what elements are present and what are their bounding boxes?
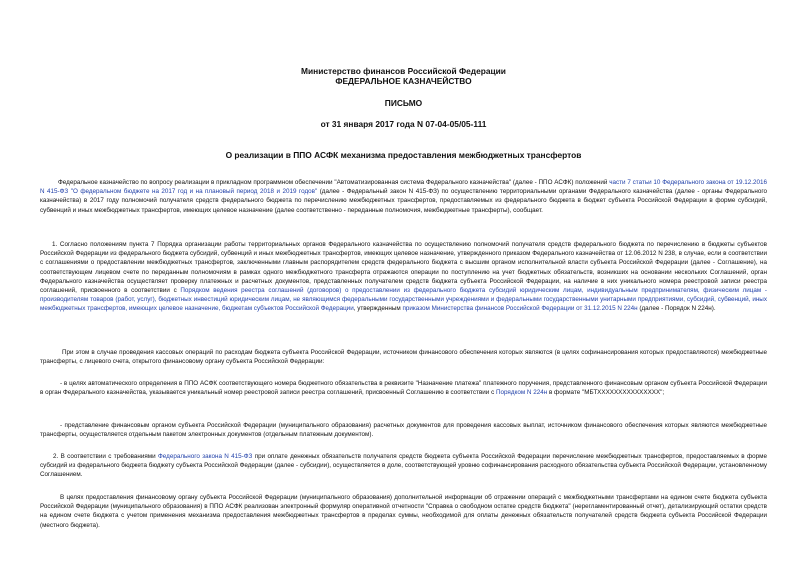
minfin-order-224n-link[interactable]: приказом Министерства финансов Российской Федерации от 31.12.2015 N 224н xyxy=(402,305,638,313)
document-type: ПИСЬМО xyxy=(384,98,423,108)
paragraph-cash-operations: При этом в случае проведения кассовых операций по расходам бюджета субъекта Российской Федерации, источником финансового обеспечения которых являются (в целях софинансирования которых предоставляются) межбюджетные трансферты, с лицевого счета, открытого финансовому органу субъекта Российской Федерации: xyxy=(40,349,767,366)
paragraph-text: (далее - Федеральный закон N 415-ФЗ) по осуществлению территориальными органами Федерального казначейства (далее - органы Федерального казначейства) в 2017 году полномочий получателя средств федерального бюджета по перечислению межбюджетных трансфертов, предоставляемых из федерального бюджета в бюджет субъекта Российской Федерации в форме субсидий, субвенций и иных межбюджетных трансфертов, имеющих целевое назначение (далее соответственно - переданные полномочия, межбюджетные трансферты), сообщает. xyxy=(40,188,767,214)
paragraph-text: 2. В соответствии с требованиями xyxy=(53,453,158,460)
paragraph-text: Федеральное казначейство по вопросу реализации в прикладном программном обеспечении "Автоматизированная система Федерального казначейства" (далее - ППО АСФК) положений xyxy=(58,179,610,186)
paragraph-1 xyxy=(40,240,767,314)
paragraph-text: (далее - Порядок N 224н). xyxy=(637,305,716,313)
paragraph-intro xyxy=(40,178,767,215)
paragraph-2 xyxy=(40,452,767,480)
paragraph-text: - в целях автоматического определения в ППО АСФК соответствующего номера бюджетного обязательства в реквизите "Назначение платежа" платежного поручения, представленного финансовым органом субъекта Российской Федерации в орган Федерального казначейства, указывается уникальный номер реестровой записи реестра соглашений, присвоенный Соглашению в соответствии с xyxy=(40,380,767,397)
law-415-article-link[interactable]: части 7 статьи 10 Федерального закона от 19.12.2016 N 415-ФЗ "О федеральном бюджете на 2017 год и на плановый период 2018 и 2019 годов" xyxy=(40,179,767,196)
federal-law-415-link[interactable]: Федерального закона N 415-ФЗ xyxy=(158,453,253,460)
paragraph-bullet-settlement-docs: - представление финансовым органом субъекта Российской Федерации (муниципального образования) расчетных документов для проведения кассовых выплат, источником финансового обеспечения которых являются межбюджетные трансферты, осуществляется отдельным пакетом электронных документов (отдельным платежным документом). xyxy=(40,422,767,439)
document-date-number: от 31 января 2017 года N 07-04-05/05-111 xyxy=(320,119,487,129)
paragraph-text: при оплате денежных обязательств получателя средств бюджета субъекта Российской Федерации перечисление межбюджетных трансфертов, предоставляемых в форме субсидий из федерального бюджета бюджету субъекта Российской Федерации (далее - субсидии), осуществляется в доле, соответствующей уровню софинансирования расходного обязательства субъекта Российской Федерации, установленному Соглашением. xyxy=(40,453,767,479)
paragraph-balance-report: В целях предоставления финансовому органу субъекта Российской Федерации (муниципального образования) дополнительной информации об отражении операций с межбюджетными трансфертами на едином счете бюджета субъекта Российской Федерации (муниципального образования) в ППО АСФК реализован электронный формуляр оперативной отчетности "Справка о свободном остатке средств бюджета" (нерегламентированный отчет), детализирующий остатки средств на едином счете бюджета с учетом применения механизма предоставления межбюджетных трансфертов в пределах суммы, необходимой для оплаты денежных обязательств получателей средств бюджета субъекта Российской Федерации (местного бюджета). xyxy=(40,494,767,529)
paragraph-text: , утвержденным xyxy=(353,305,403,313)
order-224n-link[interactable]: Порядком N 224н xyxy=(495,389,548,397)
paragraph-text: в формате "МБТXXXXXXXXXXXXXXX"; xyxy=(547,389,665,397)
ministry-name: Министерство финансов Российской Федерации xyxy=(301,66,506,76)
treasury-name: ФЕДЕРАЛЬНОЕ КАЗНАЧЕЙСТВО xyxy=(335,76,472,86)
document-subject: О реализации в ППО АСФК механизма предоставления межбюджетных трансфертов xyxy=(225,150,582,160)
agreements-registry-order-link[interactable]: Порядком ведения реестра соглашений (договоров) о предоставлении из федерального бюджета субсидий юридическим лицам, индивидуальным предпринимателям, физическим лицам - производителям товаров (работ, услуг), бюджетных инвестиций юридическим лицам, не являющимся федеральными государственными учреждениями и федеральными государственными унитарными предприятиями, субсидий, субвенций, иных межбюджетных трансфертов, имеющих целевое назначение, бюджетам субъектов Российской Федерации xyxy=(40,287,767,313)
paragraph-bullet-payment-purpose xyxy=(40,379,767,397)
paragraph-text: 1. Согласно положениям пункта 7 Порядка организации работы территориальных органов Федерального казначейства по осуществлению полномочий получателя средств федерального бюджета по перечислению в бюджеты субъектов Российской Федерации из федерального бюджета субсидий, субвенций и иных межбюджетных трансфертов, имеющих целевое назначение, утвержденного приказом Федерального казначейства от 12.06.2012 N 238, в случае, если в соответствии с соглашениями о предоставлении межбюджетных трансфертов, заключенными главным распорядителем средств федерального бюджета с высшим органом исполнительной власти субъекта Российской Федерации (далее - Соглашение), на соответствующем лицевом счете по переданным полномочиям в рамках одного межбюджетного трансферта отражаются операции по поступлению на учет бюджетных обязательств, возникших на основании нескольких Соглашений, орган Федерального казначейства осуществляет проверку платежных и расчетных документов, представленных получателем средств бюджета субъекта Российской Федерации, на наличие в них уникального номера реестровой записи реестра соглашений, присвоенного в соответствии с xyxy=(40,241,767,295)
